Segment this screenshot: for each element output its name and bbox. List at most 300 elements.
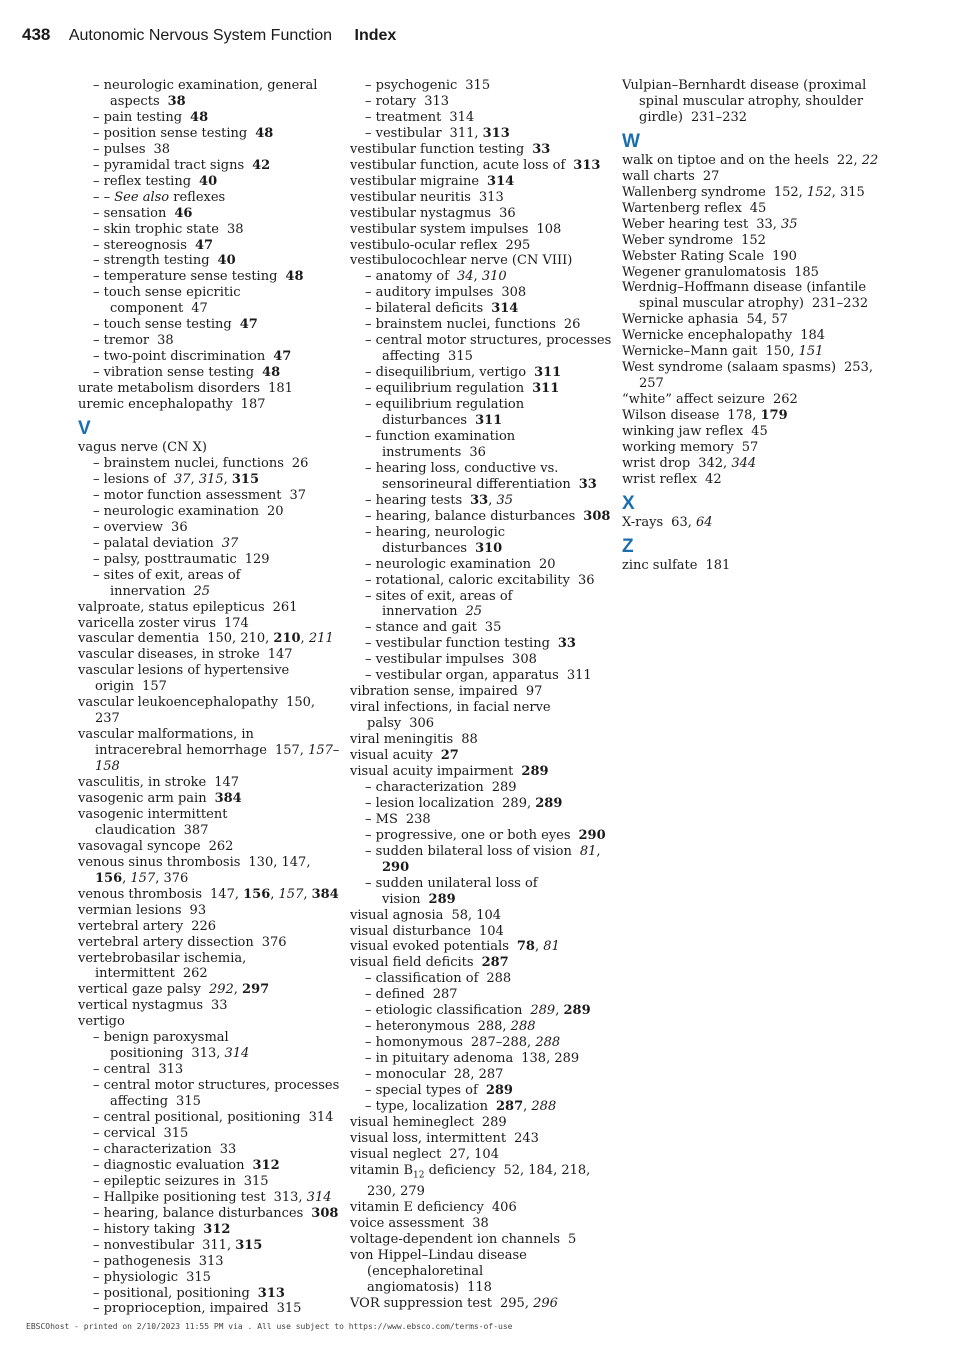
index-subentry: – anatomy of 34, 310 (365, 269, 507, 285)
index-term: – characterization (93, 1141, 212, 1157)
index-term: vasogenic intermittent claudication (78, 806, 228, 838)
index-entry: X-rays 63, 64 (622, 514, 713, 530)
index-term: Wernicke aphasia (622, 312, 739, 328)
page-ref: 81 (579, 843, 597, 859)
page-ref: 287 (432, 987, 458, 1003)
index-entry: venous thrombosis 147, 156, 157, 384 (78, 886, 339, 902)
index-term: – – See also reflexes (93, 189, 226, 205)
index-term: – proprioception, impaired (93, 1301, 269, 1317)
page-ref: 315 (840, 184, 865, 200)
page-ref: 48 (255, 125, 274, 141)
page-ref: 27 (449, 1146, 466, 1162)
index-entry (78, 807, 340, 839)
page-ref: 47 (273, 349, 292, 365)
index-entry (350, 174, 612, 190)
index-subentry: – etiologic classification 289, 289 (365, 1003, 591, 1019)
page-ref: 313 (273, 1189, 299, 1205)
page-ref: 48 (190, 109, 209, 125)
index-entry: vascular malformations, in intracerebral hemorrhage 157, 157–158 (78, 727, 340, 775)
page-ref: 181 (268, 381, 293, 397)
index-term: – diagnostic evaluation (93, 1157, 245, 1173)
page-ref: 64 (695, 514, 713, 530)
page-ref: 104 (476, 907, 502, 923)
page-ref: 231–232 (811, 296, 869, 312)
index-term: – lesion localization (365, 795, 495, 811)
page-ref: 238 (405, 811, 431, 827)
page-ref: 33 (578, 476, 597, 492)
page-ref: 313 (424, 93, 450, 109)
page-ref: 147 (210, 886, 235, 902)
index-entry (622, 265, 884, 281)
page-ref: 151 (798, 344, 824, 360)
page-ref: 314 (487, 173, 515, 189)
index-subentry (350, 1083, 612, 1099)
index-subentry (78, 333, 340, 349)
index-term: VOR suppression test (350, 1296, 492, 1312)
index-term: visual acuity (350, 748, 433, 764)
index-column-1 (78, 78, 340, 1317)
page-ref: 40 (199, 173, 218, 189)
index-entry: Wernicke aphasia 54, 57 (622, 312, 788, 328)
index-entry (622, 392, 884, 408)
index-term: vertebral artery dissection (78, 934, 254, 950)
index-term: – physiologic (93, 1269, 179, 1285)
page-ref: 288 (535, 1035, 561, 1051)
index-term: vestibular nystagmus (350, 205, 492, 221)
index-term: vasculitis, in stroke (78, 775, 207, 791)
index-term: – auditory impulses (365, 285, 494, 301)
index-term: – psychogenic (365, 78, 458, 93)
index-subentry (78, 1254, 340, 1270)
index-subentry (78, 206, 340, 222)
index-term: – homonymous (365, 1035, 463, 1051)
index-term: working memory (622, 440, 734, 456)
page-ref: 262 (182, 966, 208, 982)
index-term: – history taking (93, 1221, 196, 1237)
page-ref: 33 (211, 998, 228, 1014)
index-subentry (78, 222, 340, 238)
index-entry: walk on tiptoe and on the heels 22, 22 (622, 152, 879, 168)
page-ref: 243 (514, 1130, 539, 1146)
index-subentry: – lesion localization 289, 289 (365, 795, 563, 811)
index-entry (350, 955, 612, 971)
index-entry: visual evoked potentials 78, 81 (350, 939, 560, 955)
page-ref: 311 (532, 381, 560, 397)
index-entry: vitamin $B_{12}$ deficiency 52, 184, 218, 230, 279 (350, 1162, 591, 1200)
page-ref: 315 (276, 1301, 302, 1317)
page-ref: 130 (248, 854, 274, 870)
index-entry (622, 233, 884, 249)
index-subentry: – sudden bilateral loss of vision 81, 290 (365, 843, 601, 875)
index-term: – palatal deviation (93, 535, 214, 551)
page-ref: 308 (311, 1205, 339, 1221)
page-ref: 313 (198, 1253, 224, 1269)
page-ref: 312 (203, 1221, 231, 1237)
index-subentry (350, 301, 612, 317)
page-ref: 292 (208, 982, 234, 998)
index-subentry (78, 1142, 340, 1158)
index-term: – bilateral deficits (365, 301, 484, 317)
index-term: – disequilibrium, vertigo (365, 365, 527, 381)
page-ref: 314 (306, 1189, 332, 1205)
index-term: – vestibular function testing (365, 636, 550, 652)
page-ref: 313 (478, 189, 504, 205)
index-column-2 (350, 78, 612, 1312)
page-ref: 314 (308, 1110, 334, 1126)
index-subentry (78, 504, 340, 520)
page-ref: 237 (95, 711, 120, 727)
index-entry: VOR suppression test 295, 296 (350, 1296, 558, 1312)
index-subentry: – monocular 28, 287 (365, 1067, 504, 1083)
index-subentry (78, 1110, 340, 1126)
index-term: Wernicke–Mann gait (622, 344, 758, 360)
section-title: Index (354, 27, 397, 44)
index-subentry (78, 238, 340, 254)
index-entry (350, 1248, 612, 1296)
index-term: – vibration sense testing (93, 365, 255, 381)
index-subentry (78, 1301, 340, 1317)
index-term: vasogenic arm pain (78, 790, 207, 806)
page-ref: 42 (705, 471, 722, 487)
index-term: vascular malformations, in intracerebral hemorrhage (78, 727, 267, 759)
index-term: valproate, status epilepticus (78, 599, 265, 615)
page-ref: 5 (568, 1232, 577, 1248)
page-ref: 37 (289, 487, 307, 503)
index-entry (78, 440, 340, 456)
page-ref: 22 (861, 152, 879, 168)
index-subentry (78, 365, 340, 381)
running-header (22, 25, 396, 49)
page-ref: 28 (453, 1067, 471, 1083)
index-subentry: – in pituitary adenoma 138, 289 (365, 1051, 580, 1067)
index-term: vitamin E deficiency (350, 1200, 484, 1216)
index-entry (350, 253, 612, 269)
index-term: vascular leukoencephalopathy (78, 695, 279, 711)
index-entry: Weber hearing test 33, 35 (622, 216, 798, 232)
index-term: – hearing loss, conductive vs. sensorineural differentiation (365, 460, 571, 492)
index-entry (78, 998, 340, 1014)
index-subentry: – Hallpike positioning test 313, 314 (93, 1189, 332, 1205)
index-entry (350, 1115, 612, 1131)
index-subentry (78, 520, 340, 536)
index-term: vertebrobasilar ischemia, intermittent (78, 950, 247, 982)
page-ref: 342 (698, 455, 724, 471)
index-term: – heteronymous (365, 1019, 470, 1035)
page-ref: 36 (499, 205, 516, 221)
index-entry (350, 684, 612, 700)
index-subentry (78, 1062, 340, 1078)
page-ref: 184 (528, 1162, 554, 1178)
page-ref: 25 (193, 583, 211, 599)
page-ref: 25 (465, 604, 483, 620)
index-subentry (78, 552, 340, 568)
page-ref: 27 (440, 748, 459, 764)
index-subentry (350, 317, 612, 333)
page-ref: 152 (741, 232, 766, 248)
page-ref: 289 (535, 795, 563, 811)
page-ref: 296 (533, 1296, 558, 1312)
index-term: – classification of (365, 971, 479, 987)
index-term: – brainstem nuclei, functions (93, 455, 284, 471)
index-term: – stance and gait (365, 620, 477, 636)
index-term: vertical nystagmus (78, 998, 204, 1014)
index-term: visual acuity impairment (350, 763, 514, 779)
index-term: – position sense testing (93, 125, 248, 141)
page-ref: 295 (505, 237, 531, 253)
page-ref: 290 (578, 827, 606, 843)
page-ref: 147 (267, 647, 293, 663)
page-ref: 306 (409, 716, 435, 732)
index-entry (622, 440, 884, 456)
page-ref: 22 (836, 152, 854, 168)
page-ref: 387 (183, 822, 209, 838)
index-term: – touch sense epicritic component (93, 285, 241, 317)
index-term: – benign paroxysmal positioning (93, 1030, 229, 1062)
index-term: vagus nerve (CN X) (78, 440, 207, 456)
page-ref: 288 (477, 1019, 503, 1035)
index-term: vibration sense, impaired (350, 684, 518, 700)
index-term: – epileptic seizures in (93, 1173, 236, 1189)
index-entry (622, 201, 884, 217)
index-entry (350, 1131, 612, 1147)
index-subentry (350, 461, 612, 493)
index-subentry (350, 429, 612, 461)
index-term: Weber hearing test (622, 216, 749, 232)
page-ref: 313 (158, 1062, 184, 1078)
index-subentry (78, 174, 340, 190)
index-entry (622, 558, 884, 574)
index-term: vasovagal syncope (78, 838, 201, 854)
page-number: 438 (22, 25, 51, 44)
index-subentry (350, 620, 612, 636)
index-entry: wrist drop 342, 344 (622, 455, 757, 471)
page-ref: 311 (534, 365, 562, 381)
page-ref: 20 (538, 556, 556, 572)
page-ref: 150 (765, 344, 791, 360)
page-ref: 150 (286, 695, 311, 711)
index-term: viral infections, in facial nerve palsy (350, 700, 551, 732)
page-ref: 33 (756, 216, 773, 232)
index-entry: vertical gaze palsy 292, 297 (78, 982, 270, 998)
index-subentry (78, 269, 340, 285)
index-entry (78, 616, 340, 632)
page-ref: 376 (261, 934, 287, 950)
index-term: – pyramidal tract signs (93, 157, 245, 173)
page-ref: 310 (481, 269, 507, 285)
index-subentry (78, 1174, 340, 1190)
page-ref: 58 (451, 907, 468, 923)
page-ref: 147 (281, 854, 307, 870)
index-term: – rotational, caloric excitability (365, 572, 571, 588)
page-ref: 311 (475, 413, 503, 429)
index-term: – equilibrium regulation (365, 381, 525, 397)
page-ref: 150 (207, 631, 233, 647)
page-ref: 157 (274, 743, 300, 759)
page-ref: 108 (536, 221, 562, 237)
index-term: vitamin $B_{12}$ deficiency (350, 1162, 496, 1181)
index-term: – strength testing (93, 253, 210, 269)
index-term: vestibular function testing (350, 141, 525, 157)
index-term: – etiologic classification (365, 1003, 523, 1019)
page-ref: 178 (727, 408, 753, 424)
index-subentry (78, 349, 340, 365)
index-term: – defined (365, 987, 425, 1003)
index-subentry (350, 509, 612, 525)
index-term: “white” affect seizure (622, 392, 765, 408)
index-subentry (350, 780, 612, 796)
page-ref: 315 (243, 1173, 269, 1189)
page-ref: 262 (208, 838, 234, 854)
index-term: – Hallpike positioning test (93, 1189, 266, 1205)
page-ref: 315 (448, 349, 473, 365)
page-ref: 308 (512, 652, 537, 668)
index-subentry: – vestibular 311, 313 (365, 125, 510, 141)
page-ref: 157 (278, 886, 304, 902)
index-term: winking jaw reflex (622, 424, 744, 440)
index-term: – central (93, 1062, 151, 1078)
index-subentry (350, 525, 612, 557)
page-ref: 37 (173, 471, 191, 487)
index-entry (350, 748, 612, 764)
index-subentry (350, 573, 612, 589)
page-ref: 230 (367, 1184, 392, 1200)
index-term: – characterization (365, 779, 484, 795)
index-subentry (350, 365, 612, 381)
index-term: vestibular system impulses (350, 221, 529, 237)
page-ref: 36 (578, 572, 595, 588)
index-entry: West syndrome (salaam spasms) 253, 257 (622, 360, 873, 392)
index-entry (78, 903, 340, 919)
index-term: visual neglect (350, 1146, 442, 1162)
index-term: Wilson disease (622, 408, 720, 424)
page-ref: 310 (475, 540, 503, 556)
index-term: Wegener granulomatosis (622, 264, 787, 280)
page-ref: 262 (772, 392, 798, 408)
index-entry: visual agnosia 58, 104 (350, 907, 502, 923)
page-ref: 40 (217, 253, 236, 269)
index-entry (622, 424, 884, 440)
page-ref: 156 (243, 886, 271, 902)
page-ref: 218 (561, 1162, 587, 1178)
index-term: – vestibular organ, apparatus (365, 668, 559, 684)
index-subentry (78, 1126, 340, 1142)
page-ref: 174 (224, 615, 249, 631)
index-term: – neurologic examination (365, 556, 531, 572)
page-ref: 308 (501, 285, 527, 301)
index-subentry (78, 285, 340, 317)
index-subentry (78, 190, 340, 206)
index-term: – vestibular (365, 125, 442, 141)
index-term: Weber syndrome (622, 232, 734, 248)
index-entry (78, 951, 340, 983)
index-entry (350, 1216, 612, 1232)
page-ref: 157 (142, 679, 167, 695)
index-letter-heading: W (622, 130, 640, 152)
page-ref: 88 (461, 732, 478, 748)
index-term: – positional, positioning (93, 1285, 250, 1301)
page-ref: 184 (800, 328, 826, 344)
index-term: – neurologic examination, general aspects (93, 78, 318, 109)
index-entry (78, 919, 340, 935)
index-letter-heading: Z (622, 535, 634, 557)
page-ref: 313 (191, 1046, 217, 1062)
page-ref: 287 (478, 1067, 504, 1083)
index-term: – MS (365, 811, 398, 827)
index-subentry: – heteronymous 288, 288 (365, 1019, 536, 1035)
page-ref: 210 (273, 631, 301, 647)
page-ref: 315 (163, 1126, 189, 1141)
page-ref: 287 (496, 1099, 524, 1114)
page-ref: 81 (543, 939, 560, 955)
index-subentry (350, 652, 612, 668)
page-ref: 289 (502, 795, 527, 811)
index-subentry (350, 333, 612, 365)
page-ref: 313 (257, 1285, 285, 1301)
index-term: – overview (93, 519, 164, 535)
index-subentry (78, 253, 340, 269)
page-ref: 289 (481, 1114, 507, 1130)
index-term: – hearing, balance disturbances (93, 1205, 304, 1221)
page-ref: 45 (751, 424, 768, 440)
index-entry (350, 142, 612, 158)
page-ref: 314 (224, 1046, 250, 1062)
page-ref: 20 (266, 503, 284, 519)
page-ref: 93 (189, 902, 207, 918)
page-ref: 289 (530, 1003, 556, 1019)
index-term: – central motor structures, processes affecting (365, 333, 612, 365)
index-subentry (350, 94, 612, 110)
index-subentry (350, 812, 612, 828)
page-ref: 289 (521, 763, 549, 779)
page-ref: 288 (531, 1099, 557, 1114)
page-ref: 313 (573, 157, 601, 173)
page-ref: 118 (467, 1280, 492, 1296)
index-subentry (78, 110, 340, 126)
index-term: – central motor structures, processes affecting (93, 1078, 340, 1110)
index-subentry (78, 158, 340, 174)
page-ref: 33 (557, 636, 576, 652)
page-ref: 406 (491, 1200, 517, 1216)
page-ref: 311 (449, 125, 475, 141)
index-term: visual agnosia (350, 907, 444, 923)
index-subentry (78, 1222, 340, 1238)
page-ref: 297 (242, 982, 270, 998)
index-subentry (350, 381, 612, 397)
index-term: Wartenberg reflex (622, 200, 742, 216)
index-term: – sudden unilateral loss of vision (365, 875, 538, 907)
index-term: voice assessment (350, 1216, 465, 1232)
page-ref: 315 (198, 471, 224, 487)
index-term: vertical gaze palsy (78, 982, 201, 998)
page-ref: 104 (478, 923, 504, 939)
index-term: vertigo (78, 1014, 125, 1030)
page-ref: 42 (252, 157, 271, 173)
index-subentry (78, 568, 340, 600)
page-ref: 38 (153, 141, 171, 157)
index-subentry (350, 397, 612, 429)
index-subentry (350, 828, 612, 844)
index-term: vestibulocochlear nerve (CN VIII) (350, 253, 573, 269)
index-entry (78, 775, 340, 791)
index-entry (350, 238, 612, 254)
index-term: vascular diseases, in stroke (78, 647, 260, 663)
index-term: Werdnig–Hoffmann disease (infantile spinal muscular atrophy) (622, 280, 867, 312)
index-subentry (78, 456, 340, 472)
page-ref: 315 (176, 1094, 201, 1110)
index-term: West syndrome (salaam spasms) (622, 360, 837, 376)
index-term: Webster Rating Scale (622, 248, 765, 264)
index-term: – reflex testing (93, 173, 192, 189)
